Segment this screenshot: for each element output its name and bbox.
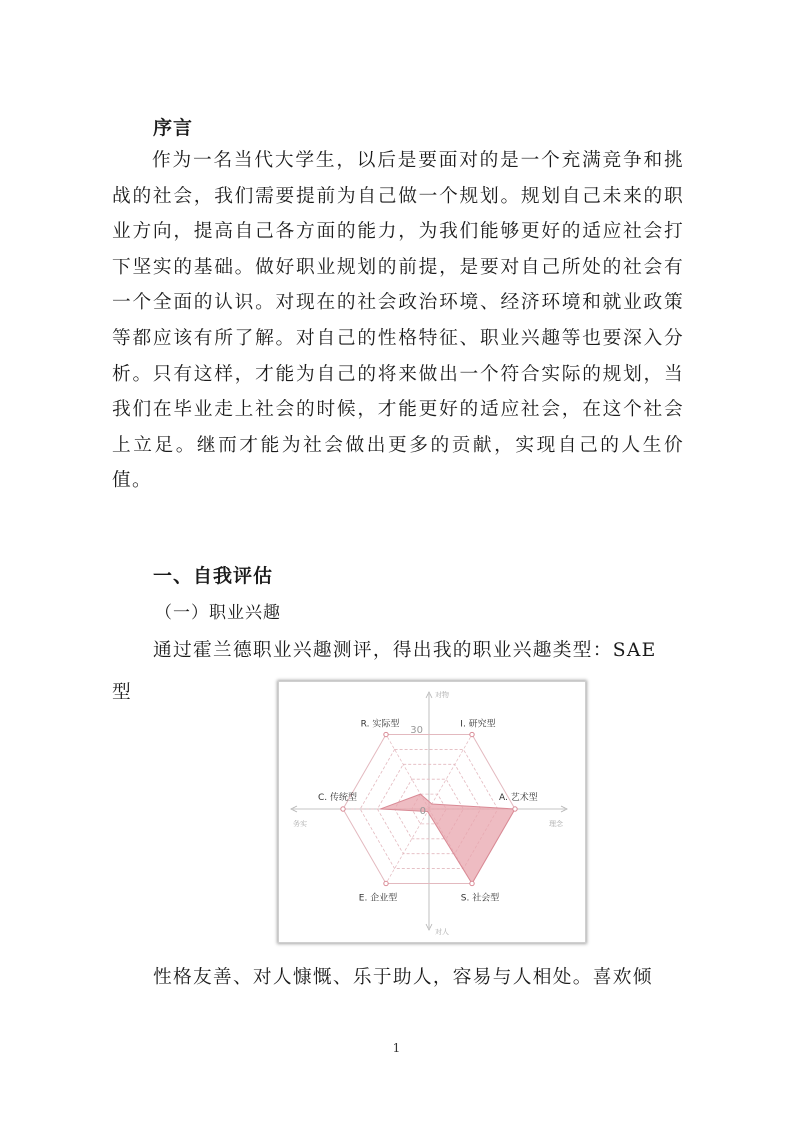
axis-label-5: C. 传统型 — [317, 793, 357, 803]
intro-line-2: 型 — [112, 682, 132, 703]
preface-title: 序言 — [153, 117, 194, 139]
direction-label-top: 对物 — [435, 691, 449, 699]
axis-label-3: S. 社会型 — [460, 893, 500, 904]
axis-label-2: A. 艺术型 — [499, 793, 538, 803]
axis-label-4: E. 企业型 — [358, 893, 398, 904]
tick-label-max: 30 — [410, 725, 423, 736]
vertex-marker-3 — [470, 881, 474, 885]
direction-label-left: 务实 — [293, 820, 307, 828]
tick-label-min: 0 — [419, 806, 426, 817]
subsection-interest-title: （一）职业兴趣 — [155, 603, 281, 623]
holland-radar-figure — [278, 681, 586, 943]
axis-label-0: R. 实际型 — [360, 719, 400, 730]
radar-chart — [279, 682, 585, 942]
section1-title: 一、自我评估 — [153, 565, 274, 587]
closing-line: 性格友善、对人慷慨、乐于助人，容易与人相处。喜欢倾 — [153, 967, 653, 988]
data-area — [380, 794, 515, 883]
page-number: 1 — [392, 1041, 401, 1055]
spoke-1 — [429, 735, 472, 809]
direction-label-right: 理念 — [549, 820, 563, 828]
direction-label-bottom: 对人 — [435, 928, 449, 936]
axis-label-1: I. 研究型 — [460, 719, 496, 730]
vertex-marker-4 — [384, 881, 388, 885]
vertex-marker-2 — [513, 807, 517, 811]
vertex-marker-1 — [470, 732, 474, 736]
vertex-marker-0 — [384, 732, 388, 736]
intro-line-1: 通过霍兰德职业兴趣测评，得出我的职业兴趣类型：SAE — [153, 640, 657, 661]
preface-paragraph: 作为一名当代大学生，以后是要面对的是一个充满竞争和挑战的社会，我们需要提前为自己做一个规划。规划自己未来的职业方向，提高自己各方面的能力，为我们能够更好的适应社会打下坚实的基础。做好职业规划的前提，是要对自己所处的社会有一个全面的认识。对现在的社会政治环境、经济环境和就业政策等都应该有所了解。对自己的性格特征、职业兴趣等也要深入分析。只有这样，才能为自己的将来做出一个符合实际的规划，当我们在毕业走上社会的时候，才能更好的适应社会，在这个社会上立足。继而才能为社会做出更多的贡献，实现自己的人生价值。 — [112, 150, 684, 492]
vertex-marker-5 — [341, 807, 345, 811]
spoke-4 — [386, 809, 429, 883]
